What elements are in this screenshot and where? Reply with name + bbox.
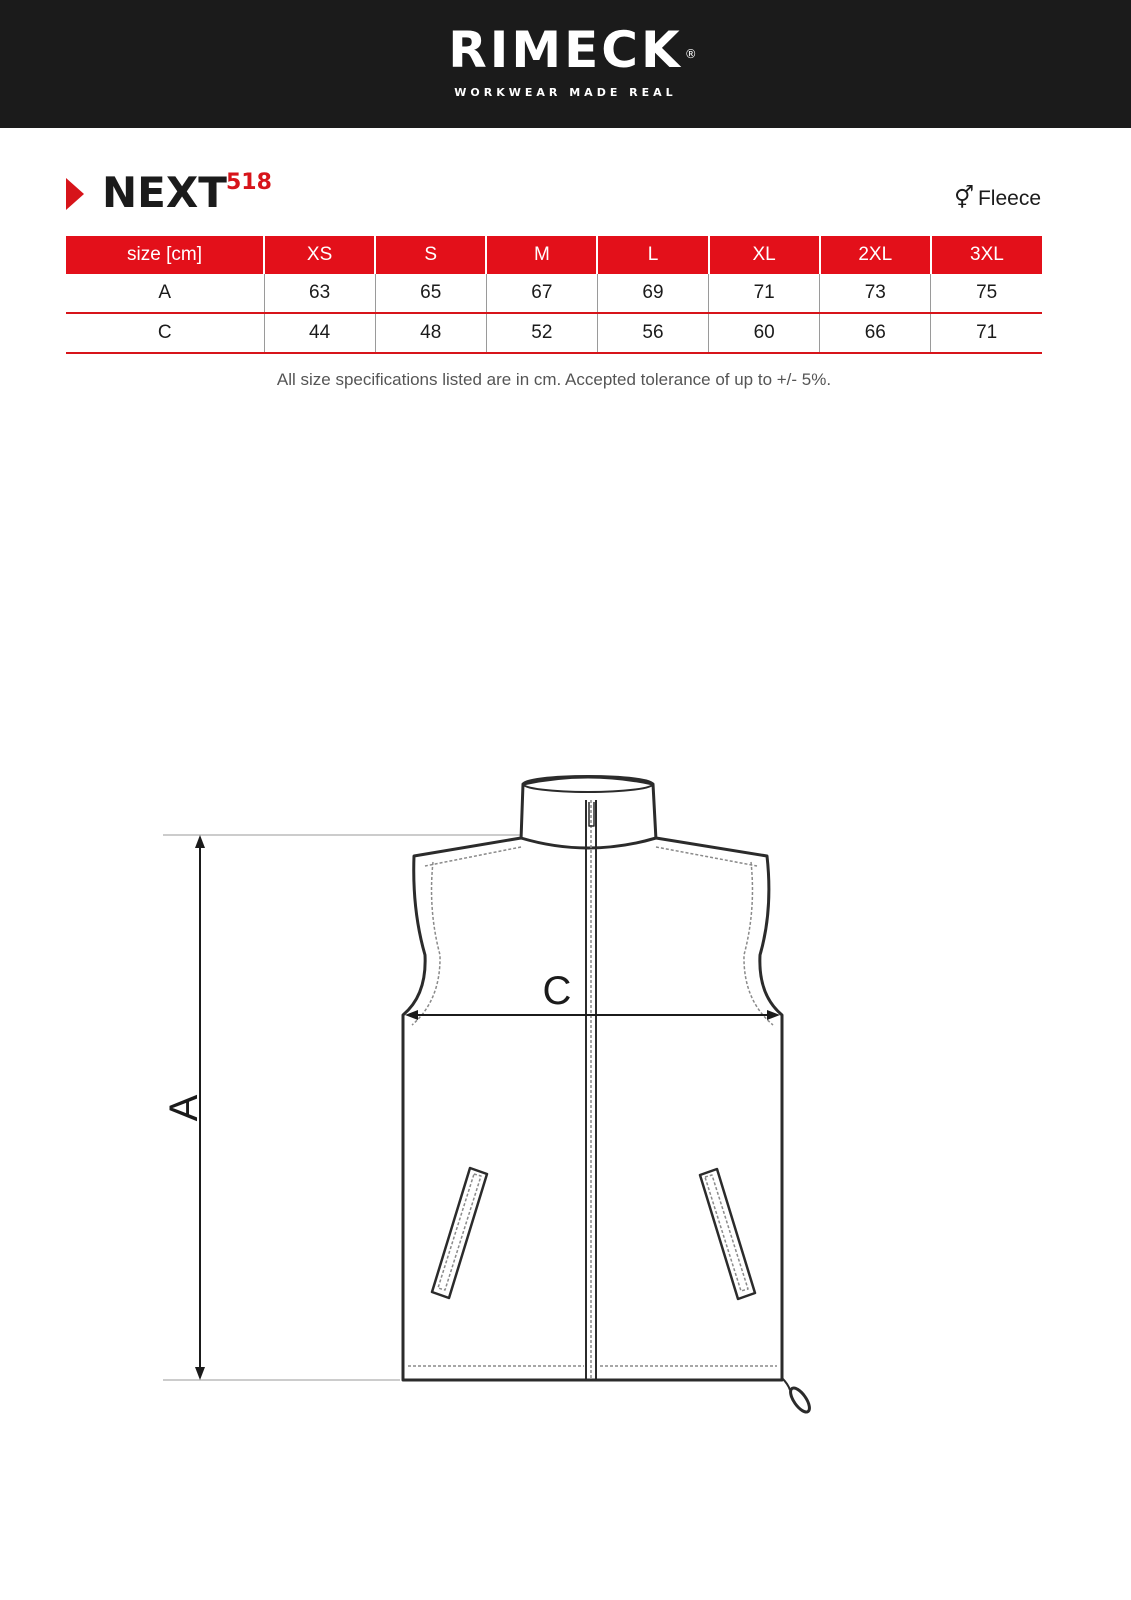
- table-cell: 71: [931, 313, 1042, 353]
- brand-tagline: WORKWEAR MADE REAL: [454, 86, 677, 99]
- tolerance-note: All size specifications listed are in cm. Accepted tolerance of up to +/- 5%.: [276, 370, 832, 389]
- chest-label: C: [542, 969, 572, 1013]
- vest-illustration: [403, 776, 813, 1415]
- table-cell: 67: [486, 274, 597, 313]
- table-cell: 48: [375, 313, 486, 353]
- table-cell: 56: [597, 313, 708, 353]
- size-header-label: size [cm]: [66, 236, 264, 274]
- table-cell: 66: [820, 313, 931, 353]
- brand-name: RIMECK: [448, 21, 683, 79]
- unisex-icon: ⚥: [954, 186, 974, 211]
- product-name: NEXT: [102, 168, 227, 217]
- table-cell: 65: [375, 274, 486, 313]
- size-header-l: L: [597, 236, 708, 274]
- table-cell: 63: [264, 274, 375, 313]
- table-cell: C: [66, 313, 264, 353]
- size-header-2xl: 2XL: [820, 236, 931, 274]
- table-cell: A: [66, 274, 264, 313]
- table-cell: 44: [264, 313, 375, 353]
- product-code: 518: [226, 170, 272, 195]
- size-header-xl: XL: [709, 236, 820, 274]
- size-header-xs: XS: [264, 236, 375, 274]
- table-cell: 69: [597, 274, 708, 313]
- length-label: A: [162, 1094, 206, 1122]
- size-header-s: S: [375, 236, 486, 274]
- table-cell: 75: [931, 274, 1042, 313]
- table-cell: 60: [709, 313, 820, 353]
- table-cell: 71: [709, 274, 820, 313]
- size-header-3xl: 3XL: [931, 236, 1042, 274]
- registered-mark: ®: [684, 47, 697, 61]
- size-header-m: M: [486, 236, 597, 274]
- table-cell: 52: [486, 313, 597, 353]
- table-cell: 73: [820, 274, 931, 313]
- material-name: Fleece: [977, 187, 1041, 210]
